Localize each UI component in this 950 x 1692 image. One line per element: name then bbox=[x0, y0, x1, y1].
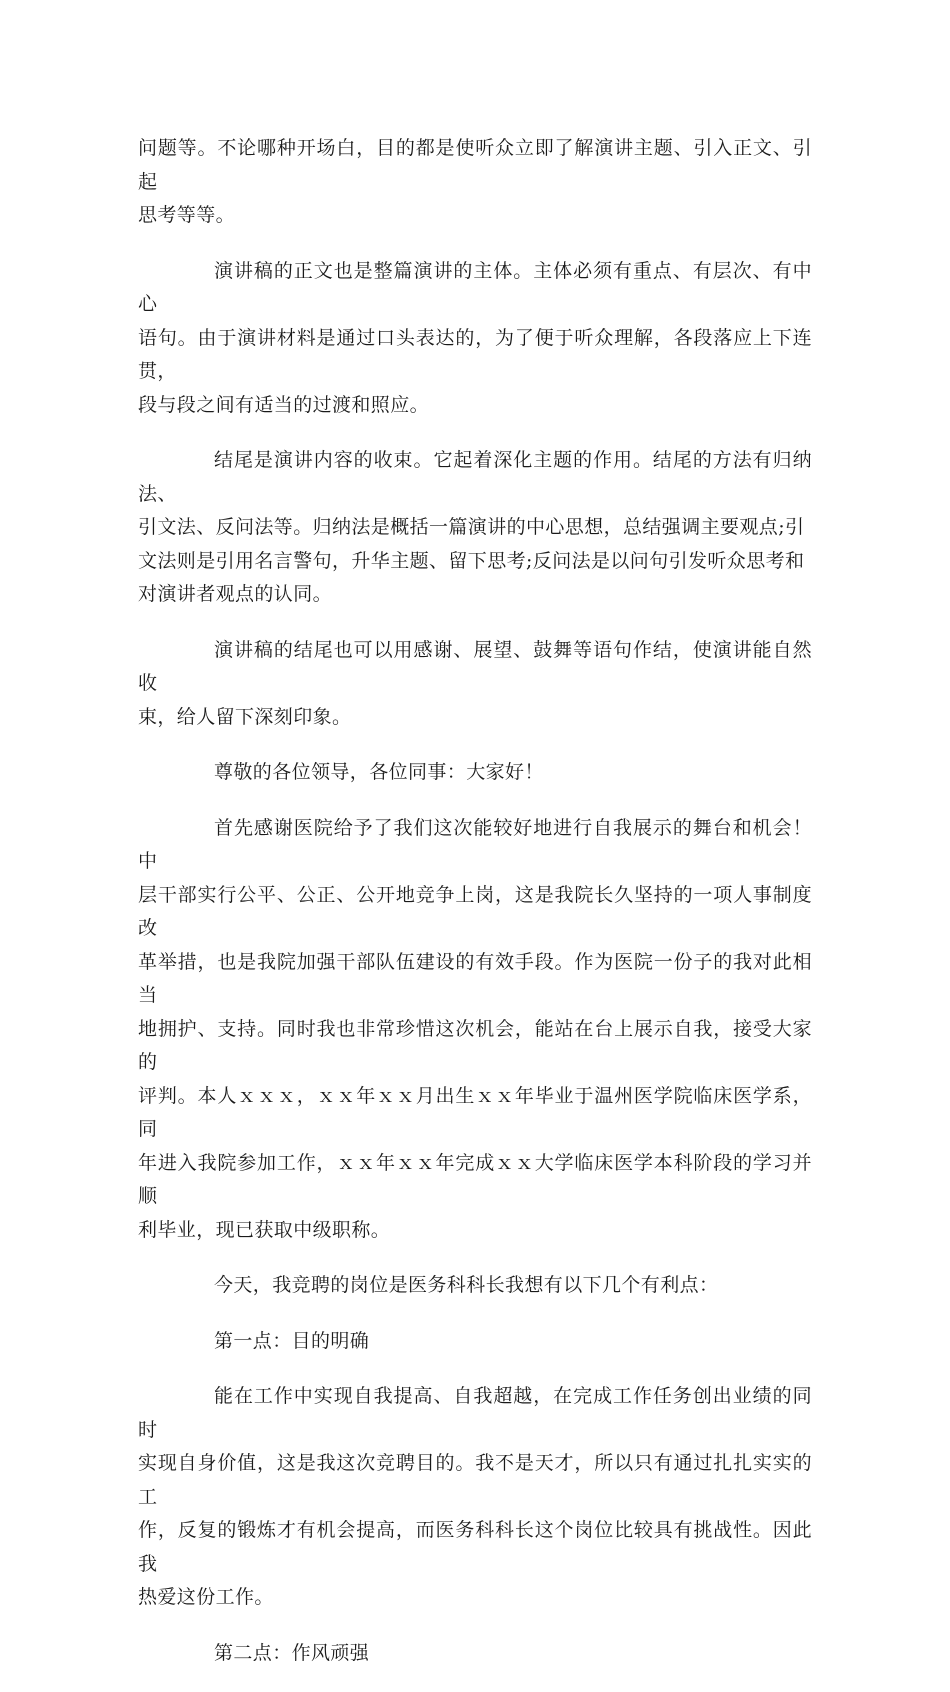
paragraph bbox=[138, 1269, 812, 1303]
paragraph bbox=[138, 132, 812, 233]
text-line: 文法则是引用名言警句，升华主题、留下思考;反问法是以问句引发听众思考和 bbox=[138, 549, 805, 572]
text-line: 结尾是演讲内容的收束。它起着深化主题的作用。结尾的方法有归纳法、 bbox=[138, 449, 812, 505]
text-line: 思考等等。 bbox=[138, 204, 236, 226]
text-line: 首先感谢医院给予了我们这次能较好地进行自我展示的舞台和机会！中 bbox=[138, 816, 812, 872]
document-body bbox=[138, 132, 812, 1692]
text-line: 能在工作中实现自我提高、自我超越，在完成工作任务创出业绩的同时 bbox=[138, 1385, 812, 1441]
text-line: 地拥护、支持。同时我也非常珍惜这次机会，能站在台上展示自我，接受大家的 bbox=[138, 1017, 812, 1073]
text-line: 实现自身价值，这是我这次竞聘目的。我不是天才，所以只有通过扎扎实实的工 bbox=[138, 1452, 812, 1508]
text-line: 演讲稿的结尾也可以用感谢、展望、鼓舞等语句作结，使演讲能自然收 bbox=[138, 638, 812, 694]
text-line: 年进入我院参加工作，ｘｘ年ｘｘ年完成ｘｘ大学临床医学本科阶段的学习并顺 bbox=[138, 1151, 812, 1207]
text-line: 段与段之间有适当的过渡和照应。 bbox=[138, 393, 430, 416]
text-line: 语句。由于演讲材料是通过口头表达的，为了便于听众理解，各段落应上下连贯， bbox=[138, 326, 812, 382]
paragraph bbox=[138, 812, 812, 1248]
text-line: 第一点：目的明确 bbox=[214, 1329, 370, 1352]
text-line: 束，给人留下深刻印象。 bbox=[138, 705, 352, 728]
text-line: 层干部实行公平、公正、公开地竞争上岗，这是我院长久坚持的一项人事制度改 bbox=[138, 883, 812, 939]
text-line: 热爱这份工作。 bbox=[138, 1586, 274, 1608]
text-line: 对演讲者观点的认同。 bbox=[138, 583, 333, 605]
paragraph bbox=[138, 255, 812, 423]
paragraph bbox=[138, 1380, 812, 1615]
text-line: 问题等。不论哪种开场白，目的都是使听众立即了解演讲主题、引入正文、引起 bbox=[138, 137, 812, 193]
text-line: 第二点：作风顽强 bbox=[214, 1641, 370, 1664]
text-line: 评判。本人ｘｘｘ，ｘｘ年ｘｘ月出生ｘｘ年毕业于温州医学院临床医学系，同 bbox=[138, 1084, 812, 1140]
paragraph bbox=[138, 1325, 812, 1359]
paragraph bbox=[138, 756, 812, 790]
text-line: 尊敬的各位领导，各位同事：大家好！ bbox=[214, 761, 544, 783]
text-line: 作，反复的锻炼才有机会提高，而医务科科长这个岗位比较具有挑战性。因此我 bbox=[138, 1519, 812, 1575]
paragraph bbox=[138, 634, 812, 735]
text-line: 演讲稿的正文也是整篇演讲的主体。主体必须有重点、有层次、有中心 bbox=[138, 259, 812, 315]
paragraph bbox=[138, 1637, 812, 1671]
text-line: 引文法、反问法等。归纳法是概括一篇演讲的中心思想，总结强调主要观点;引 bbox=[138, 516, 805, 538]
paragraph bbox=[138, 444, 812, 612]
text-line: 革举措，也是我院加强干部队伍建设的有效手段。作为医院一份子的我对此相当 bbox=[138, 950, 812, 1006]
text-line: 利毕业，现已获取中级职称。 bbox=[138, 1218, 391, 1241]
text-line: 今天，我竞聘的岗位是医务科科长我想有以下几个有利点： bbox=[214, 1274, 719, 1296]
